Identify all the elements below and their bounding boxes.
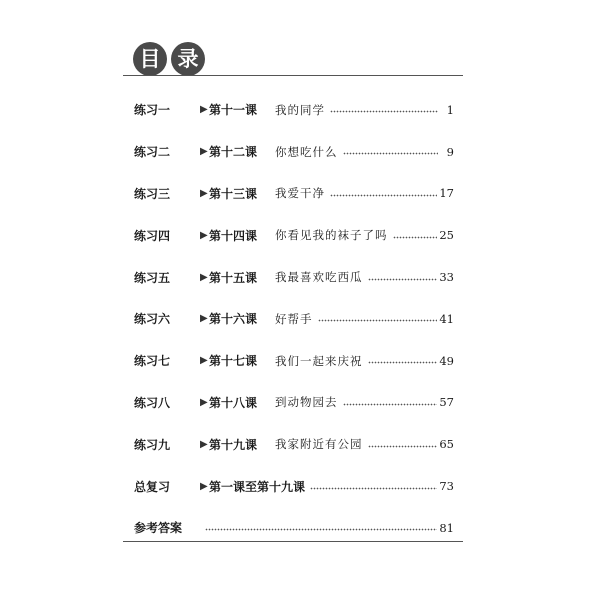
exercise-label: 练习四 [134,228,171,243]
dot-leader [310,484,437,493]
page-number: 1 [446,102,454,117]
toc-entry[interactable] [134,340,454,382]
lesson-label: 第十一课 [209,103,258,118]
toc-entry[interactable] [134,214,454,256]
triangle-arrow-icon: ▶ [200,187,208,199]
toc-entry-answers[interactable] [134,507,454,549]
page-title [133,42,205,76]
title-char-1: 目 [133,42,167,76]
page-number: 41 [439,311,454,326]
exercise-label: 练习八 [134,395,171,410]
page-number: 65 [439,437,454,452]
lesson-title: 到动物园去 [275,395,338,410]
triangle-arrow-icon: ▶ [200,355,208,367]
lesson-label: 第十四课 [209,228,258,243]
dot-leader [318,316,438,325]
lesson-label: 第十三课 [209,186,258,201]
lesson-label: 第十八课 [209,395,258,410]
lesson-title: 我最喜欢吃西瓜 [275,270,363,285]
exercise-label: 练习七 [134,354,171,369]
review-lessons: 第一课至第十九课 [209,479,306,494]
exercise-label: 练习九 [134,437,171,452]
table-of-contents [134,89,454,549]
bottom-divider [123,541,463,542]
dot-leader [393,233,438,242]
exercise-label: 练习五 [134,270,171,285]
toc-entry[interactable] [134,382,454,424]
triangle-arrow-icon: ▶ [200,480,208,492]
review-label: 总复习 [134,479,171,494]
page-number: 9 [446,144,454,159]
triangle-arrow-icon: ▶ [200,104,208,116]
triangle-arrow-icon: ▶ [200,229,208,241]
page-number: 49 [439,353,454,368]
toc-entry[interactable] [134,89,454,131]
dot-leader [343,400,438,409]
dot-leader [330,191,437,200]
dot-leader [343,149,439,158]
dot-leader [368,275,438,284]
page-number: 57 [439,395,454,410]
lesson-title: 我们一起来庆祝 [275,353,363,368]
toc-entry[interactable] [134,131,454,173]
toc-entry[interactable] [134,173,454,215]
toc-entry[interactable] [134,423,454,465]
answers-label: 参考答案 [134,521,183,536]
lesson-label: 第十六课 [209,312,258,327]
exercise-label: 练习一 [134,103,171,118]
triangle-arrow-icon: ▶ [200,438,208,450]
page-number: 81 [439,520,454,535]
top-divider [123,75,463,76]
triangle-arrow-icon: ▶ [200,271,208,283]
page-number: 33 [439,270,454,285]
page-number: 73 [439,479,454,494]
page-number: 17 [439,186,454,201]
exercise-label: 练习二 [134,145,171,160]
dot-leader [330,107,438,116]
dot-leader [368,358,438,367]
lesson-title: 你想吃什么 [275,144,338,159]
lesson-label: 第十五课 [209,270,258,285]
lesson-label: 第十二课 [209,145,258,160]
triangle-arrow-icon: ▶ [200,313,208,325]
lesson-label: 第十七课 [209,354,258,369]
toc-entry[interactable] [134,256,454,298]
lesson-title: 我的同学 [275,102,325,117]
lesson-title: 好帮手 [275,311,313,326]
triangle-arrow-icon: ▶ [200,396,208,408]
lesson-title: 你看见我的袜子了吗 [275,228,388,243]
exercise-label: 练习六 [134,312,171,327]
dot-leader [205,525,437,534]
lesson-title: 我爱干净 [275,186,325,201]
toc-entry[interactable] [134,298,454,340]
triangle-arrow-icon: ▶ [200,146,208,158]
lesson-title: 我家附近有公园 [275,437,363,452]
lesson-label: 第十九课 [209,437,258,452]
title-char-2: 录 [171,42,205,76]
page-number: 25 [439,228,454,243]
toc-entry-review[interactable] [134,465,454,507]
dot-leader [368,442,438,451]
exercise-label: 练习三 [134,186,171,201]
